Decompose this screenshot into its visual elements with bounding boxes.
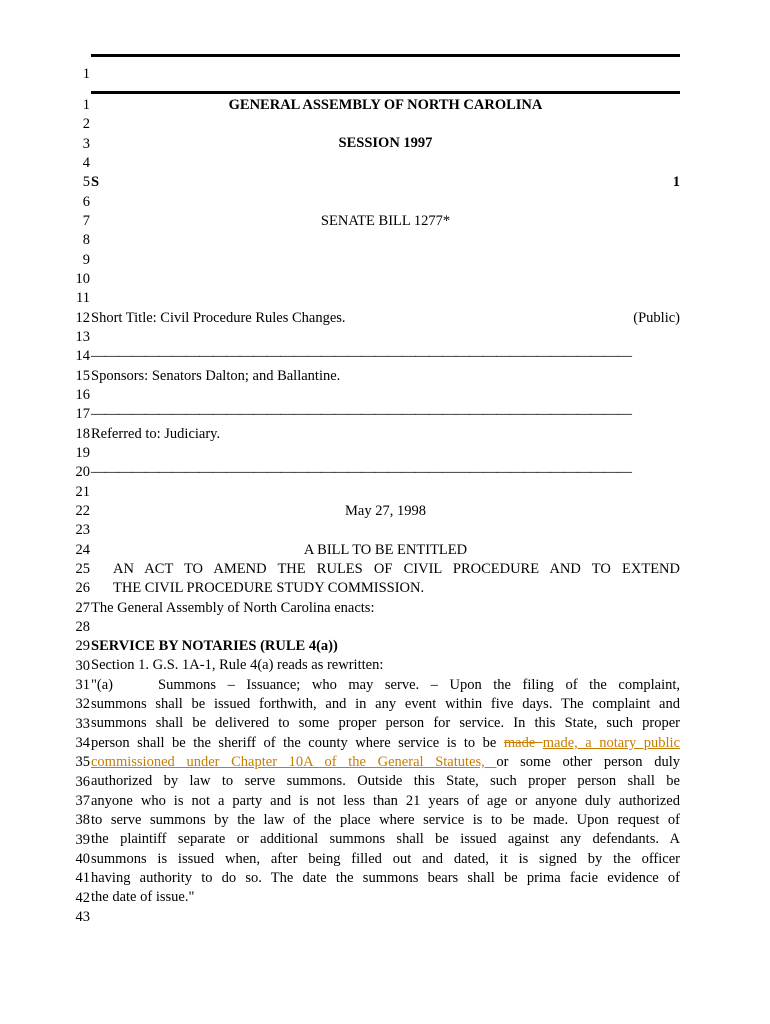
act-title-line: THE CIVIL PROCEDURE STUDY COMMISSION.	[113, 580, 425, 596]
line-number: 1	[82, 97, 90, 113]
line-number: 28	[75, 619, 90, 635]
bill-entitled: A BILL TO BE ENTITLED	[303, 542, 468, 558]
line-number: 42	[75, 890, 90, 906]
top-page-number: 1	[82, 66, 90, 82]
line-number: 34	[75, 735, 90, 751]
line-number: 20	[75, 464, 90, 480]
line-number: 7	[82, 213, 90, 229]
enacting-clause: The General Assembly of North Carolina enacts:	[91, 600, 375, 616]
rule-text-line: authorized by law to serve summons. Outside this State, such proper person shall be	[91, 773, 680, 789]
line-number: 21	[75, 484, 90, 500]
act-title-line: AN ACT TO AMEND THE RULES OF CIVIL PROCEDURE AND TO EXTEND	[113, 561, 680, 577]
line-number: 10	[75, 271, 90, 287]
rule-text-line: summons shall be issued forthwith, and in any event within five days. The complaint and	[91, 696, 680, 712]
rule-text-line: anyone who is not a party and is not less than 21 years of age or anyone duly authorized	[91, 793, 680, 809]
line-number: 19	[75, 445, 90, 461]
inserted-text: commissioned under Chapter 10A of the General Statutes,	[91, 754, 497, 770]
line-number: 14	[75, 348, 90, 364]
header-rule	[91, 91, 680, 94]
short-title: Short Title: Civil Procedure Rules Changes.	[91, 310, 346, 326]
line-number: 11	[76, 290, 90, 306]
line-number: 22	[75, 503, 90, 519]
line-number: 9	[82, 252, 90, 268]
line-number: 18	[75, 426, 90, 442]
rule-text-line	[91, 753, 680, 772]
rule-text-line: the plaintiff separate or additional summons shall be issued against any defendants. A	[91, 831, 680, 847]
line-number: 32	[75, 696, 90, 712]
line-number: 29	[75, 638, 90, 654]
line-number: 6	[82, 194, 90, 210]
line-number: 4	[82, 155, 90, 171]
bill-type: (Public)	[633, 310, 680, 326]
rule-text-line: the date of issue."	[91, 889, 195, 905]
line-number: 15	[75, 368, 90, 384]
line-number: 2	[82, 116, 90, 132]
top-rule	[91, 54, 680, 57]
line-number: 35	[75, 754, 90, 770]
line-number: 40	[75, 851, 90, 867]
separator-line: ————————————————————————————————————————	[91, 406, 631, 422]
sponsors: Sponsors: Senators Dalton; and Ballantine.	[91, 368, 341, 384]
line-number: 23	[75, 522, 90, 538]
separator-line: ————————————————————————————————————————	[91, 348, 631, 364]
line-number: 30	[75, 658, 90, 674]
rule-text-line	[91, 734, 680, 753]
referred-to: Referred to: Judiciary.	[91, 426, 221, 442]
rule-text-line: summons is issued when, after being filled out and dated, it is signed by the officer	[91, 851, 680, 867]
line-number: 43	[75, 909, 90, 925]
line-number: 25	[75, 561, 90, 577]
line-number: 39	[75, 832, 90, 848]
line-number: 33	[75, 716, 90, 732]
chamber-letter: S	[91, 174, 100, 190]
line-number: 17	[75, 406, 90, 422]
page-number: 1	[672, 174, 680, 190]
line-number: 3	[82, 136, 90, 152]
line-number: 31	[75, 677, 90, 693]
separator-line: ————————————————————————————————————————	[91, 464, 631, 480]
bill-date: May 27, 1998	[345, 503, 426, 519]
line-number: 13	[75, 329, 90, 345]
rule-text-line: summons shall be delivered to some proper person for service. In this State, such proper	[91, 715, 680, 731]
rule-text-line: having authority to do so. The date the summons bears shall be prima facie evidence of	[91, 870, 680, 886]
line-number: 41	[75, 870, 90, 886]
line-number: 5	[82, 174, 90, 190]
deleted-text: made	[503, 735, 543, 751]
line-number: 16	[75, 387, 90, 403]
line-number: 12	[75, 310, 90, 326]
session-heading: SESSION 1997	[338, 135, 433, 151]
line-number: 38	[75, 812, 90, 828]
line-number: 24	[75, 542, 90, 558]
line-number: 26	[75, 580, 90, 596]
rule-text: or some other person duly	[496, 754, 681, 770]
section-heading: SERVICE BY NOTARIES (RULE 4(a))	[91, 638, 338, 654]
section-intro: Section 1. G.S. 1A-1, Rule 4(a) reads as rewritten:	[91, 657, 384, 673]
rule-text: Summons – Issuance; who may serve. – Upon the filing of the complaint,	[158, 677, 680, 693]
rule-text: person shall be the sheriff of the county where service is to be	[91, 735, 504, 751]
bill-number: SENATE BILL 1277*	[320, 213, 451, 229]
line-number: 37	[75, 793, 90, 809]
rule-text-line: to serve summons by the law of the place where service is to be made. Upon request of	[91, 812, 680, 828]
subsection-label: "(a)	[91, 677, 114, 693]
inserted-text: made, a notary public	[542, 735, 681, 751]
assembly-heading: GENERAL ASSEMBLY OF NORTH CAROLINA	[228, 97, 543, 113]
line-number: 8	[82, 232, 90, 248]
line-number: 36	[75, 774, 90, 790]
line-number: 27	[75, 600, 90, 616]
